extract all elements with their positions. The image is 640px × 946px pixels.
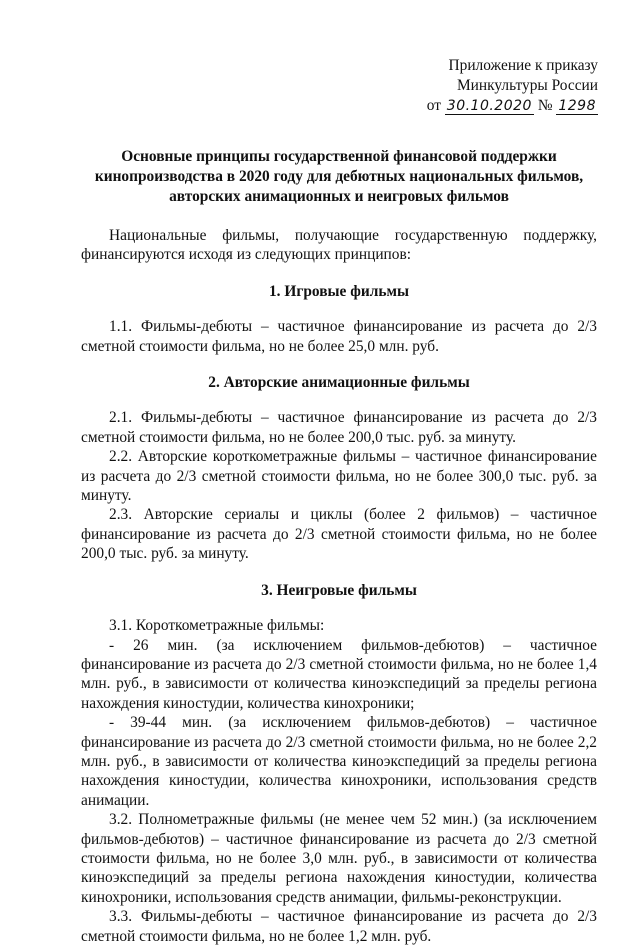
- date-prefix: от: [426, 97, 441, 114]
- number-prefix: №: [537, 97, 553, 114]
- title-line-1: Основные принципы государственной финансовой поддержки: [121, 148, 557, 165]
- paragraph-3-1-item-1: - 26 мин. (за исключением фильмов-дебютов) – частичное финансирование из расчета до 2/3 сметной стоимости фильма, но не более 1,4 млн. руб., в зависимости от количества киноэкспедиций за пределы региона нахождения киностудии, количества кинохроники;: [81, 636, 597, 712]
- paragraph-3-2: 3.2. Полнометражные фильмы (не менее чем 52 мин.) (за исключением фильмов-дебютов) – частичное финансирование из расчета до 2/3 сметной стоимости фильма, но не более 3,0 млн. руб., в зависимости от количества киноэкспедиций за пределы региона нахождения киностудии, количества кинохроники, использования средств анимации, фильмы-реконструкции.: [81, 811, 597, 906]
- section-1-heading: 1. Игровые фильмы: [268, 282, 410, 300]
- document-title: [81, 147, 597, 207]
- paragraph-2-3: 2.3. Авторские сериалы и циклы (более 2 фильмов) – частичное финансирование из расчета до 2/3 сметной стоимости фильма, но не более 200,0 тыс. руб. за минуту.: [81, 506, 597, 563]
- section-2-heading: 2. Авторские анимационные фильмы: [208, 374, 470, 392]
- title-line-2: кинопроизводства в 2020 году для дебютных национальных фильмов,: [94, 168, 584, 185]
- paragraph-3-1: 3.1. Короткометражные фильмы:: [109, 617, 325, 635]
- paragraph-2-2: 2.2. Авторские короткометражные фильмы – частичное финансирование из расчета до 2/3 сметной стоимости фильма, но не более 300,0 тыс. руб. за минуту.: [81, 448, 597, 505]
- intro-paragraph: Национальные фильмы, получающие государственную поддержку, финансируются исходя из следующих принципов:: [81, 227, 597, 264]
- paragraph-3-3: 3.3. Фильмы-дебюты – частичное финансирование из расчета до 2/3 сметной стоимости фильма, но не более 1,2 млн. руб.: [81, 908, 597, 945]
- document-header: [368, 56, 598, 116]
- header-order-line: [368, 96, 598, 116]
- paragraph-1-1: 1.1. Фильмы-дебюты – частичное финансирование из расчета до 2/3 сметной стоимости фильма, но не более 25,0 млн. руб.: [81, 318, 597, 355]
- header-line-2: Минкультуры России: [456, 77, 598, 94]
- paragraph-3-1-item-2: - 39-44 мин. (за исключением фильмов-дебютов) – частичное финансирование из расчета до 2/3 сметной стоимости фильма, но не более 2,2 млн. руб., в зависимости от количества киноэкспедиций за пределы региона нахождения киностудии, количества кинохроники, использования средств анимации.: [81, 714, 597, 809]
- handwritten-date: 30.10.2020: [446, 98, 532, 114]
- title-line-3: авторских анимационных и неигровых фильмов: [169, 188, 509, 205]
- document-body: [81, 147, 597, 946]
- header-line-1: Приложение к приказу: [448, 57, 598, 74]
- paragraph-2-1: 2.1. Фильмы-дебюты – частичное финансирование из расчета до 2/3 сметной стоимости фильма, но не более 200,0 тыс. руб. за минуту.: [81, 409, 597, 446]
- handwritten-number: 1298: [558, 98, 596, 114]
- section-3-heading: 3. Неигровые фильмы: [261, 581, 417, 599]
